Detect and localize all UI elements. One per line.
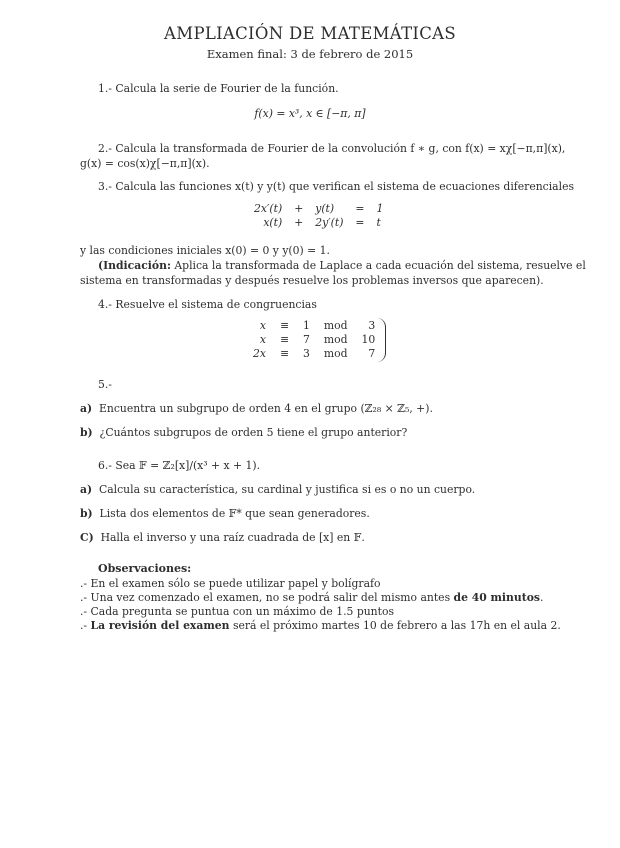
question-6c (80, 531, 365, 545)
observation-emphasis: La revisión del examen (90, 619, 230, 632)
congruence-sign: ≡ (279, 319, 290, 332)
question-4-text: 4.- Resuelve el sistema de congruencias (98, 298, 317, 311)
observation-text: .- (80, 619, 91, 632)
question-3-hint-line-1 (98, 259, 586, 273)
question-3-text: 3.- Calcula las funciones x(t) y y(t) que verifican el sistema de ecuaciones diferenciales (98, 180, 575, 193)
congruence-modulus: 7 (368, 347, 376, 360)
question-6b (80, 507, 370, 521)
observation-1: .- En el examen sólo se puede utilizar papel y bolígrafo (80, 577, 381, 590)
question-3-conditions: y las condiciones iniciales x(0) = 0 y y(0) = 1. (80, 244, 330, 257)
congruence-lhs: x (259, 333, 266, 346)
question-2-line-1: 2.- Calcula la transformada de Fourier de la convolución f ∗ g, con f(x) = xχ[−π,π](x), (98, 142, 566, 155)
item-label: C) (80, 531, 94, 544)
question-6a (80, 483, 475, 497)
exam-title: AMPLIACIÓN DE MATEMÁTICAS (164, 24, 456, 43)
differential-system (248, 202, 389, 230)
observation-emphasis: de 40 minutos (453, 591, 541, 604)
item-text: Encuentra un subgrupo de orden 4 en el grupo (ℤ₂₈ × ℤ₅, +). (98, 402, 433, 415)
congruence-rhs: 1 (303, 319, 310, 332)
congruence-row (246, 319, 382, 333)
observation-4 (80, 619, 561, 633)
congruence-system (246, 319, 382, 361)
hint-label: (Indicación: (98, 259, 171, 272)
question-2-line-2: g(x) = cos(x)χ[−π,π](x). (80, 157, 210, 170)
congruence-mod: mod (323, 333, 348, 346)
congruence-mod: mod (323, 347, 348, 360)
hint-text: Aplica la transformada de Laplace a cada ecuación del sistema, resuelve el (170, 259, 586, 272)
observation-text: será el próximo martes 10 de febrero a las 17h en el aula 2. (229, 619, 561, 632)
system-term: 2x′(t) (254, 202, 283, 215)
exam-subtitle: Examen final: 3 de febrero de 2015 (206, 47, 414, 61)
system-term: 2y′(t) (315, 216, 344, 229)
congruence-row (246, 333, 382, 347)
system-eq: = (355, 202, 365, 215)
congruence-rhs: 7 (303, 333, 310, 346)
observations-title: Observaciones: (98, 562, 192, 575)
congruence-lhs: x (259, 319, 266, 332)
item-label: b) (80, 426, 93, 439)
system-op: + (294, 216, 304, 229)
observation-text: .- Una vez comenzado el examen, no se podrá salir del mismo antes (80, 591, 454, 604)
system-rhs: t (376, 216, 381, 229)
question-5b (80, 426, 407, 440)
system-row (248, 202, 389, 216)
item-text: Halla el inverso y una raíz cuadrada de [x] en 𝔽. (100, 531, 365, 544)
question-1-text: 1.- Calcula la serie de Fourier de la función. (98, 82, 339, 95)
congruence-mod: mod (323, 319, 348, 332)
system-eq: = (355, 216, 365, 229)
question-3-hint-line-2: sistema en transformadas y después resuelve los problemas inversos que aparecen). (80, 274, 544, 287)
congruence-row (246, 347, 382, 361)
observation-text: . (540, 591, 544, 604)
item-label: b) (80, 507, 93, 520)
system-rhs: 1 (376, 202, 384, 215)
system-op: + (294, 202, 304, 215)
congruence-sign: ≡ (279, 347, 290, 360)
congruence-rhs: 3 (303, 347, 310, 360)
congruence-lhs: 2x (253, 347, 266, 360)
system-row (248, 216, 389, 230)
question-6-title: 6.- Sea 𝔽 = ℤ₂[x]/(x³ + x + 1). (98, 459, 261, 472)
system-term: x(t) (263, 216, 283, 229)
system-term: y(t) (315, 202, 335, 215)
item-label: a) (80, 402, 93, 415)
question-5-title: 5.- (98, 378, 112, 391)
item-text: Lista dos elementos de 𝔽* que sean generadores. (99, 507, 370, 520)
right-brace (377, 318, 386, 362)
observation-3: .- Cada pregunta se puntua con un máximo de 1.5 puntos (80, 605, 395, 618)
item-text: ¿Cuántos subgrupos de orden 5 tiene el grupo anterior? (99, 426, 408, 439)
observation-2 (80, 591, 543, 605)
item-text: Calcula su característica, su cardinal y justifica si es o no un cuerpo. (98, 483, 476, 496)
question-1-formula: f(x) = x³, x ∈ [−π, π] (254, 107, 366, 120)
congruence-sign: ≡ (279, 333, 290, 346)
question-5a (80, 402, 433, 416)
congruence-modulus: 10 (361, 333, 376, 346)
congruence-modulus: 3 (368, 319, 376, 332)
item-label: a) (80, 483, 93, 496)
